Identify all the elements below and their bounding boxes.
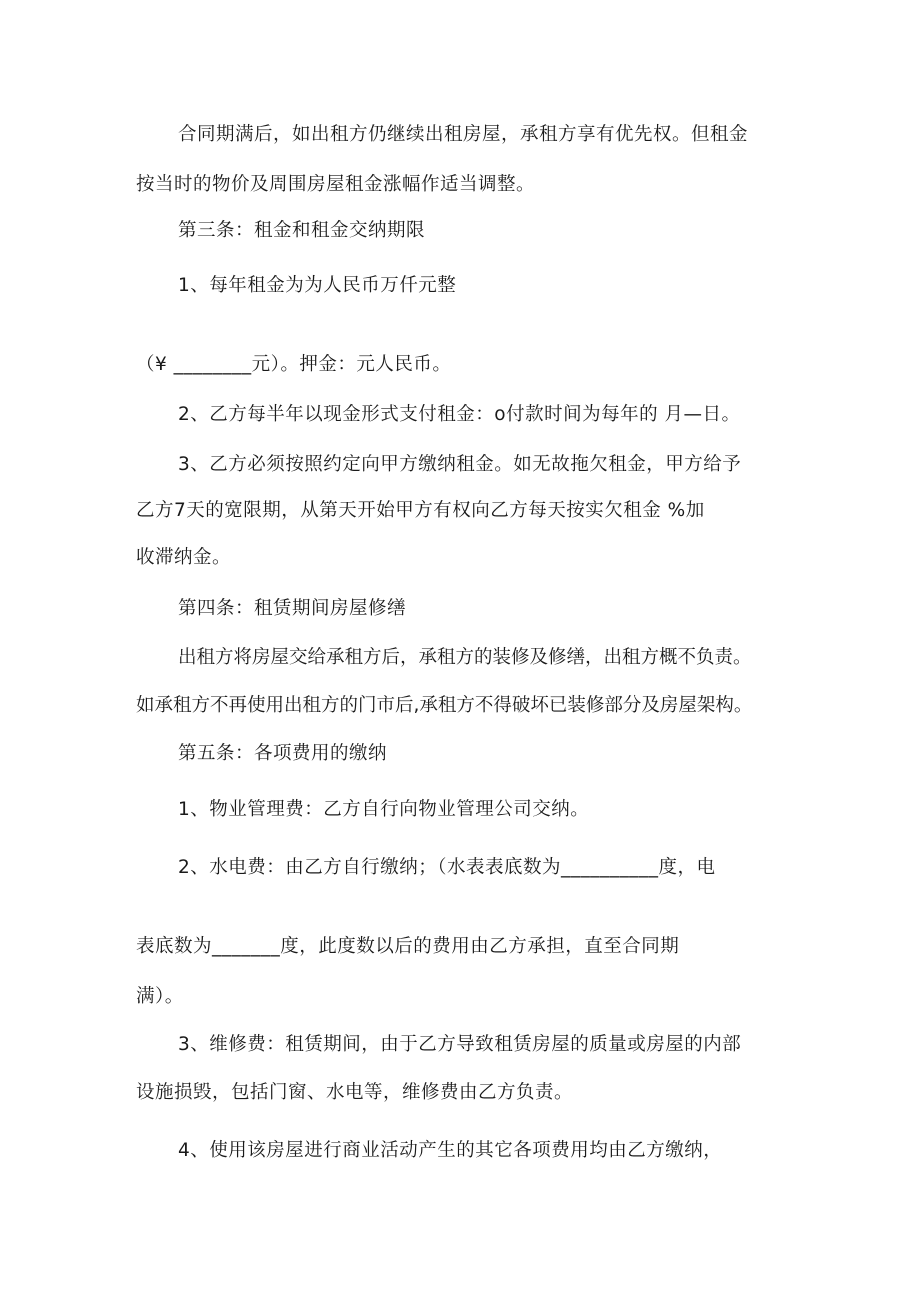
paragraph-line: 收滞纳金。 <box>136 547 232 568</box>
paragraph-line: 4、使用该房屋进行商业活动产生的其它各项费用均由乙方缴纳， <box>178 1140 723 1161</box>
paragraph-line: （¥ ________元）。押金：元人民币。 <box>136 354 452 375</box>
paragraph-line: 如承租方不再使用出租方的门市后,承租方不得破坏已装修部分及房屋架构。 <box>136 695 753 716</box>
paragraph-line: 按当时的物价及周围房屋租金涨幅作适当调整。 <box>136 174 536 195</box>
paragraph-line: 满）。 <box>136 986 184 1007</box>
paragraph-line: 乙方7天的宽限期，从第天开始甲方有权向乙方每天按实欠租金 %加 <box>136 500 705 521</box>
paragraph-line: 出租方将房屋交给承租方后，承租方的装修及修缮，出租方概不负责。 <box>178 647 752 668</box>
section-heading-article-5: 第五条：各项费用的缴纳 <box>178 743 388 764</box>
paragraph-line: 3、乙方必须按照约定向甲方缴纳租金。如无故拖欠租金，甲方给予 <box>178 454 742 475</box>
paragraph-line: 2、乙方每半年以现金形式支付租金：o付款时间为每年的 月—日。 <box>178 404 741 425</box>
paragraph-line: 设施损毁，包括门窗、水电等，维修费由乙方负责。 <box>136 1082 574 1103</box>
section-heading-article-3: 第三条：租金和租金交纳期限 <box>178 220 426 241</box>
section-heading-article-4: 第四条：租赁期间房屋修缮 <box>178 598 407 619</box>
paragraph-line: 表底数为_______度，此度数以后的费用由乙方承担，直至合同期 <box>136 936 680 957</box>
paragraph-line: 2、水电费：由乙方自行缴纳；（水表表底数为__________度，电 <box>178 857 716 878</box>
paragraph-line: 1、每年租金为为人民币万仟元整 <box>178 275 457 296</box>
paragraph-line: 1、物业管理费：乙方自行向物业管理公司交纳。 <box>178 799 590 820</box>
paragraph-line: 合同期满后，如出租方仍继续出租房屋，承租方享有优先权。但租金 <box>178 124 749 145</box>
paragraph-line: 3、维修费：租赁期间，由于乙方导致租赁房屋的质量或房屋的内部 <box>178 1034 742 1055</box>
